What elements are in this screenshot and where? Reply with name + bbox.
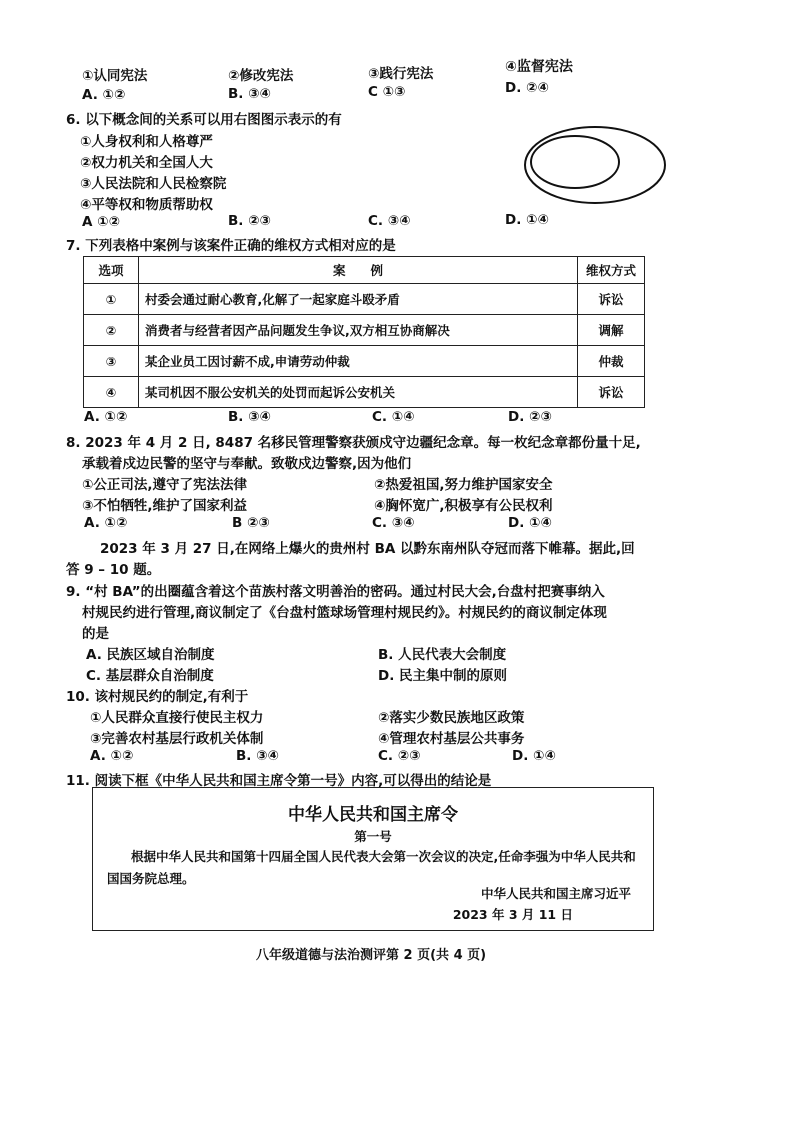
- q6-item-1: ①人身权利和人格尊严: [80, 134, 213, 150]
- q9-option-b: B. 人民代表大会制度: [378, 647, 507, 663]
- q6-stem: 6. 以下概念间的关系可以用右图图示表示的有: [66, 112, 342, 128]
- q6-option-b: B. ②③: [228, 213, 271, 229]
- venn-diagram: [520, 120, 670, 210]
- q8-option-d: D. ①④: [508, 515, 552, 531]
- q10-item-3: ③完善农村基层行政机关体制: [90, 731, 264, 747]
- row-case: 村委会通过耐心教育,化解了一起家庭斗殴矛盾: [139, 284, 578, 315]
- notice-signature: 中华人民共和国主席习近平: [480, 886, 631, 901]
- q5-option-b: B. ③④: [228, 86, 271, 102]
- q6-item-2: ②权力机关和全国人大: [80, 155, 213, 171]
- q10-option-a: A. ①②: [90, 748, 134, 764]
- q10-stem: 10. 该村规民约的制定,有利于: [66, 689, 249, 705]
- notice-date: 2023 年 3 月 11 日: [452, 907, 573, 922]
- q6-option-a: A ①②: [82, 214, 121, 230]
- header-case: 案 例: [139, 257, 578, 284]
- q7-option-d: D. ②③: [508, 409, 552, 425]
- q5-option-c: C ①③: [368, 84, 406, 100]
- q11-stem: 11. 阅读下框《中华人民共和国主席令第一号》内容,可以得出的结论是: [66, 773, 492, 789]
- material-intro-line2: 答 9 – 10 题。: [66, 562, 161, 578]
- q9-option-d: D. 民主集中制的原则: [378, 668, 508, 684]
- q9-option-c: C. 基层群众自治制度: [86, 668, 214, 684]
- material-intro-line1: 2023 年 3 月 27 日,在网络上爆火的贵州村 BA 以黔东南州队夺冠而落下帷幕。据此,回: [100, 541, 635, 557]
- row-method: 诉讼: [578, 377, 645, 408]
- row-method: 仲裁: [578, 346, 645, 377]
- q8-option-a: A. ①②: [84, 515, 128, 531]
- row-no: ①: [84, 284, 139, 315]
- q8-stem-line1: 8. 2023 年 4 月 2 日, 8487 名移民管理警察获颁戍守边疆纪念章。每一枚纪念章都份量十足,: [66, 435, 641, 451]
- q6-option-c: C. ③④: [368, 213, 411, 229]
- q8-option-c: C. ③④: [372, 515, 415, 531]
- row-method: 诉讼: [578, 284, 645, 315]
- header-method: 维权方式: [578, 257, 645, 284]
- row-method: 调解: [578, 315, 645, 346]
- q10-item-4: ④管理农村基层公共事务: [378, 731, 525, 747]
- row-case: 某企业员工因讨薪不成,申请劳动仲裁: [139, 346, 578, 377]
- q5-item-3: ③践行宪法: [368, 66, 434, 82]
- q8-item-3: ③不怕牺牲,维护了国家利益: [82, 498, 248, 514]
- row-no: ③: [84, 346, 139, 377]
- q9-stem-line1: 9. “村 BA”的出圈蕴含着这个苗族村落文明善治的密码。通过村民大会,台盘村把赛事纳入: [66, 584, 605, 600]
- case-table: [83, 256, 645, 408]
- inner-ellipse: [531, 136, 619, 188]
- table-row: [84, 284, 645, 315]
- q8-stem-line2: 承载着戍边民警的坚守与奉献。致敬戍边警察,因为他们: [82, 456, 412, 472]
- table-row: [84, 346, 645, 377]
- row-case: 消费者与经营者因产品问题发生争议,双方相互协商解决: [139, 315, 578, 346]
- q9-option-a: A. 民族区域自治制度: [86, 647, 215, 663]
- row-no: ④: [84, 377, 139, 408]
- q5-item-1: ①认同宪法: [82, 68, 148, 84]
- q8-item-2: ②热爱祖国,努力维护国家安全: [374, 477, 553, 493]
- q7-option-b: B. ③④: [228, 409, 271, 425]
- row-no: ②: [84, 315, 139, 346]
- q5-option-a: A. ①②: [82, 87, 126, 103]
- q10-option-c: C. ②③: [378, 748, 421, 764]
- q10-option-d: D. ①④: [512, 748, 556, 764]
- q7-option-a: A. ①②: [84, 409, 128, 425]
- q5-option-d: D. ②④: [505, 80, 549, 96]
- header-option: 选项: [84, 257, 139, 284]
- q8-option-b: B ②③: [232, 515, 270, 531]
- q6-item-3: ③人民法院和人民检察院: [80, 176, 227, 192]
- q5-item-2: ②修改宪法: [228, 68, 294, 84]
- q8-item-4: ④胸怀宽广,积极享有公民权利: [374, 498, 553, 514]
- q6-item-4: ④平等权和物质帮助权: [80, 197, 213, 213]
- q5-item-4: ④监督宪法: [505, 59, 573, 75]
- presidential-order-box: [92, 787, 654, 931]
- q9-stem-line2: 村规民约进行管理,商议制定了《台盘村篮球场管理村规民约》。村规民约的商议制定体现: [82, 605, 607, 621]
- table-header-row: [84, 257, 645, 284]
- row-case: 某司机因不服公安机关的处罚而起诉公安机关: [139, 377, 578, 408]
- q7-option-c: C. ①④: [372, 409, 415, 425]
- notice-title: 中华人民共和国主席令: [288, 805, 458, 825]
- table-row: [84, 377, 645, 408]
- q10-item-1: ①人民群众直接行使民主权力: [90, 710, 264, 726]
- notice-body: 根据中华人民共和国第十四届全国人民代表大会第一次会议的决定,任命李强为中华人民共和国国务院总理。: [107, 849, 636, 886]
- q9-stem-line3: 的是: [82, 626, 109, 642]
- q7-stem: 7. 下列表格中案例与该案件正确的维权方式相对应的是: [66, 238, 396, 254]
- q8-item-1: ①公正司法,遵守了宪法法律: [82, 477, 248, 493]
- table-row: [84, 315, 645, 346]
- q10-option-b: B. ③④: [236, 748, 279, 764]
- notice-number: 第一号: [354, 829, 392, 844]
- q6-option-d: D. ①④: [505, 212, 549, 228]
- page-footer: 八年级道德与法治测评第 2 页(共 4 页): [256, 948, 487, 963]
- q10-item-2: ②落实少数民族地区政策: [378, 710, 525, 726]
